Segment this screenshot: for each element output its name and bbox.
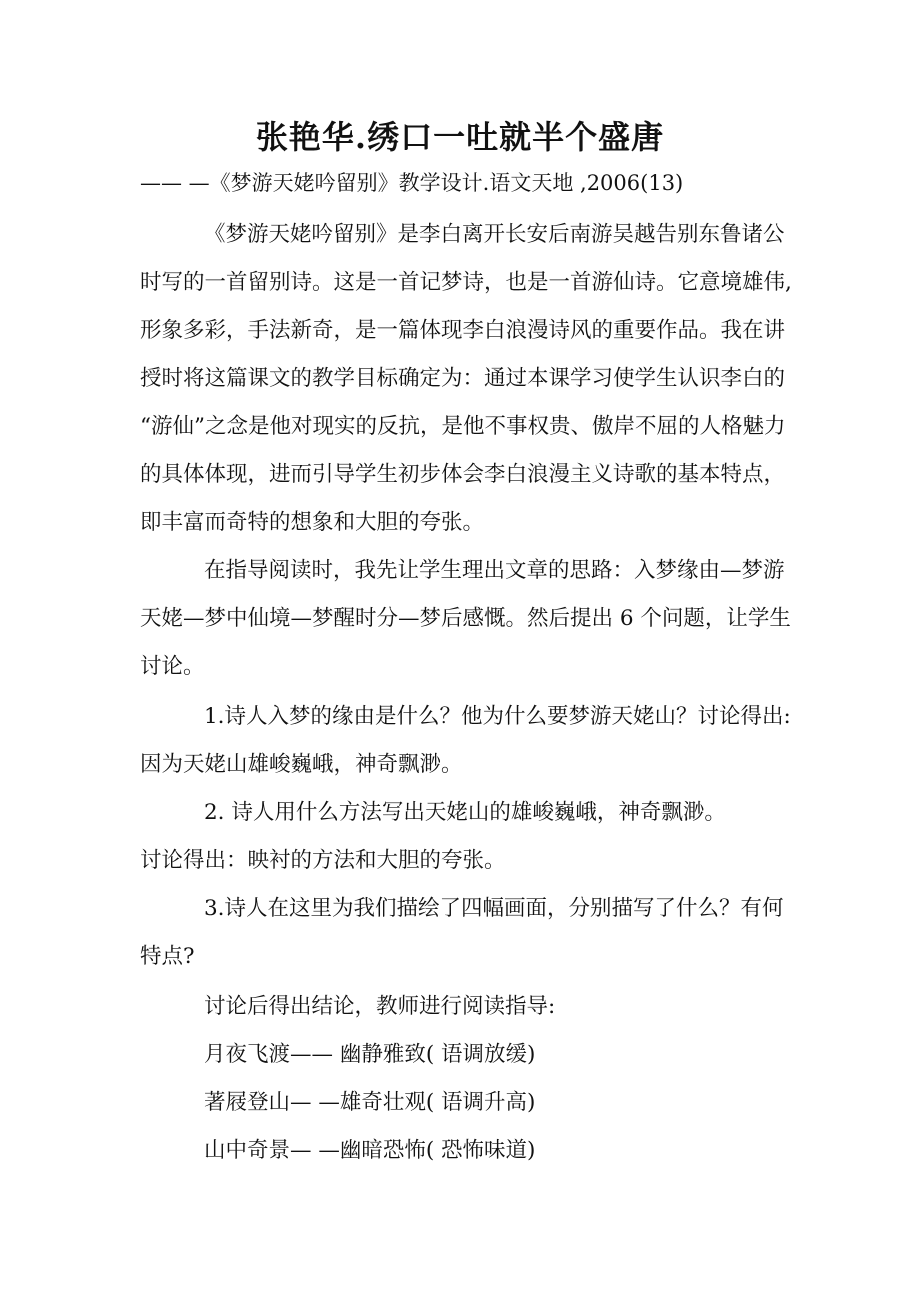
question-3-line: 特点?: [140, 944, 195, 969]
intro-line: 即丰富而奇特的想象和大胆的夸张。: [140, 510, 485, 535]
scene-line: 月夜飞渡—— 幽静雅致( 语调放缓): [204, 1042, 536, 1067]
question-1-line: 1.诗人入梦的缘由是什么？他为什么要梦游天姥山？讨论得出:: [204, 704, 791, 729]
intro-line: 的具体体现，进而引导学生初步体会李白浪漫主义诗歌的基本特点，: [140, 462, 786, 487]
document-title: 张艳华.绣口一吐就半个盛唐: [255, 118, 665, 156]
intro-line: 时写的一首留别诗。这是一首记梦诗，也是一首游仙诗。它意境雄伟,: [140, 270, 792, 295]
intro-line: 授时将这篇课文的教学目标确定为：通过本课学习使学生认识李白的: [140, 366, 786, 391]
question-2-line: 2. 诗人用什么方法写出天姥山的雄峻巍峨，神奇飘渺。: [204, 800, 726, 825]
guide-line: 讨论。: [140, 654, 205, 679]
intro-line: “游仙”之念是他对现实的反抗，是他不事权贵、傲岸不屈的人格魅力: [140, 414, 786, 439]
intro-line: 形象多彩，手法新奇，是一篇体现李白浪漫诗风的重要作品。我在讲: [140, 318, 786, 343]
conclusion-intro: 讨论后得出结论，教师进行阅读指导:: [204, 994, 556, 1019]
guide-line: 天姥—梦中仙境—梦醒时分—梦后感慨。然后提出 6 个问题，让学生: [140, 606, 791, 631]
guide-line: 在指导阅读时，我先让学生理出文章的思路：入梦缘由—梦游: [204, 558, 785, 583]
intro-line: 《梦游天姥吟留别》是李白离开长安后南游吴越告别东鲁诸公: [204, 222, 785, 247]
question-3-line: 3.诗人在这里为我们描绘了四幅画面，分别描写了什么？有何: [204, 896, 784, 921]
question-1-line: 因为天姥山雄峻巍峨，神奇飘渺。: [140, 752, 463, 777]
document-subtitle: —— —《梦游天姥吟留别》教学设计.语文天地 ,2006(13): [140, 171, 684, 195]
scene-line: 著屐登山— —雄奇壮观( 语调升高): [204, 1090, 536, 1115]
scene-line: 山中奇景— —幽暗恐怖( 恐怖味道): [204, 1138, 536, 1163]
question-2-answer: 讨论得出：映衬的方法和大胆的夸张。: [140, 848, 506, 873]
